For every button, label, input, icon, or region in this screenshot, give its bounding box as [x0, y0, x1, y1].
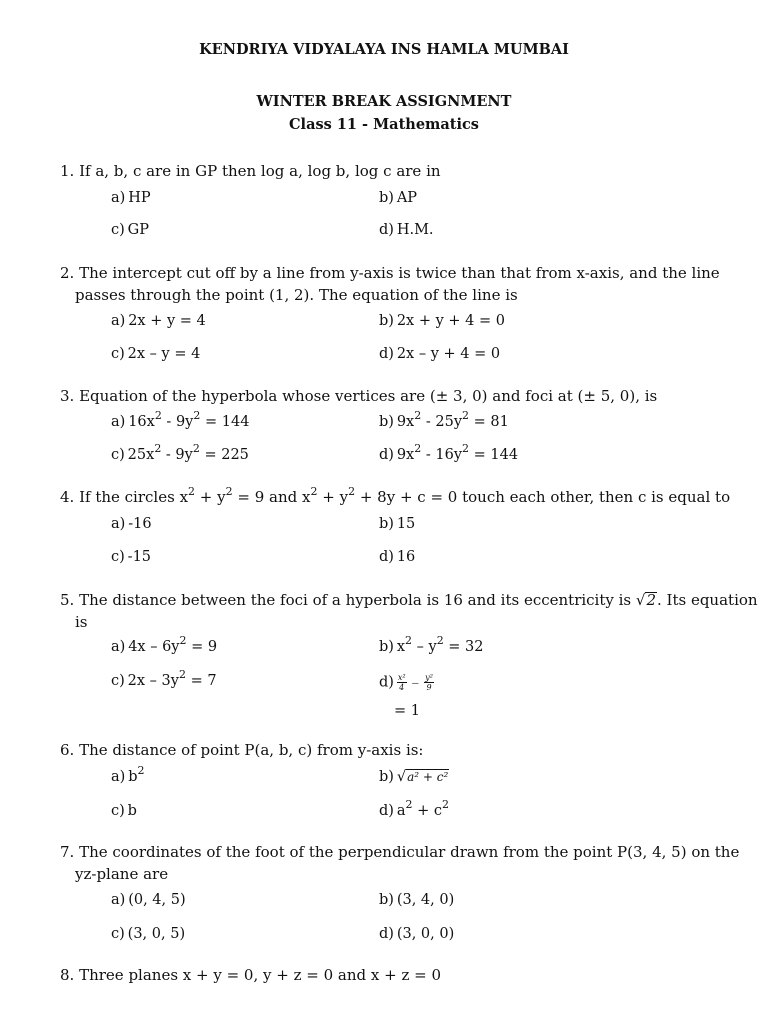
option-d: d) 2x – y + 4 = 0 — [379, 346, 501, 362]
question-text: 3. Equation of the hyperbola whose vertices are (± 3, 0) and foci at (± 5, 0), is — [60, 387, 658, 405]
option-a: a) $4x - 6y^2 = 9$ — [111, 634, 218, 655]
sqrt-symbol: √ — [396, 769, 407, 785]
option-c: c) (3, 0, 5) — [111, 926, 186, 942]
fraction: $\frac{\text{x²}}{4}$ — [397, 673, 406, 692]
option-a: a) HP — [111, 190, 151, 206]
option-d: d) $a^2 + c^2$ — [379, 798, 449, 819]
fraction: $\frac{\text{y²}}{9}$ — [425, 673, 433, 692]
option-d: d) 16 — [379, 549, 416, 565]
option-a: a) $16x^2 - 9y^2 = 144$ — [111, 409, 250, 430]
option-a: a) (0, 4, 5) — [111, 892, 186, 908]
class-subtitle: Class 11 - Mathematics — [289, 116, 479, 133]
question-text: 8. Three planes x + y = 0, y + z = 0 and x + z = 0 — [60, 966, 441, 984]
option-d: d) H.M. — [379, 222, 434, 238]
option-d: d) $9x^2 - 16y^2 = 144$ — [379, 442, 519, 463]
option-b: b) √a² + c² — [379, 769, 449, 785]
option-b: b) $9x^2 - 25y^2 = 81$ — [379, 409, 509, 430]
question-text: 7. The coordinates of the foot of the perpendicular drawn from the point P(3, 4, 5) on the — [60, 843, 740, 861]
option-c: c) 2x – y = 4 — [111, 346, 201, 362]
option-c: c) b — [111, 803, 137, 819]
option-b: b) 2x + y + 4 = 0 — [379, 313, 505, 329]
question-text-cont: passes through the point (1, 2). The equation of the line is — [75, 286, 518, 304]
question-text: 6. The distance of point P(a, b, c) from y-axis is: — [60, 741, 424, 759]
option-c: c) $25x^2 - 9y^2 = 225$ — [111, 442, 249, 463]
option-c: c) -15 — [111, 549, 152, 565]
question-text: 2. The intercept cut off by a line from y-axis is twice than that from x-axis, and the line — [60, 264, 720, 282]
assignment-title: WINTER BREAK ASSIGNMENT — [256, 93, 512, 110]
question-text: 1. If a, b, c are in GP then log a, log b, log c are in — [60, 162, 441, 180]
option-b: b) $x^2 - y^2 = 32$ — [379, 634, 484, 655]
question-text-cont: is — [75, 613, 88, 631]
option-b: b) AP — [379, 190, 418, 206]
option-b: b) (3, 4, 0) — [379, 892, 455, 908]
option-c: c) GP — [111, 222, 150, 238]
option-d-equals: = 1 — [394, 703, 420, 719]
question-text: 4. If the circles $x^2 + y^2 = 9$ and $x^2 + y^2 + 8y + c = 0$ touch each other, then c is equal to — [60, 485, 731, 506]
sqrt-symbol: √ — [635, 591, 646, 609]
option-d: d) (3, 0, 0) — [379, 926, 455, 942]
option-a: a) $b^2$ — [111, 764, 145, 785]
option-c: c) $2x - 3y^2 = 7$ — [111, 668, 217, 689]
question-text-cont: yz-plane are — [75, 865, 169, 883]
school-name: KENDRIYA VIDYALAYA INS HAMLA MUMBAI — [199, 41, 569, 58]
option-a: a) -16 — [111, 516, 152, 532]
option-a: a) 2x + y = 4 — [111, 313, 206, 329]
option-b: b) 15 — [379, 516, 416, 532]
option-d: d) $\frac{\text{x²}}{4}$ − $\frac{\text{y²}}{9}$ — [379, 673, 433, 692]
question-text: 5. The distance between the foci of a hyperbola is 16 and its eccentricity is √2. Its equation — [60, 591, 758, 609]
